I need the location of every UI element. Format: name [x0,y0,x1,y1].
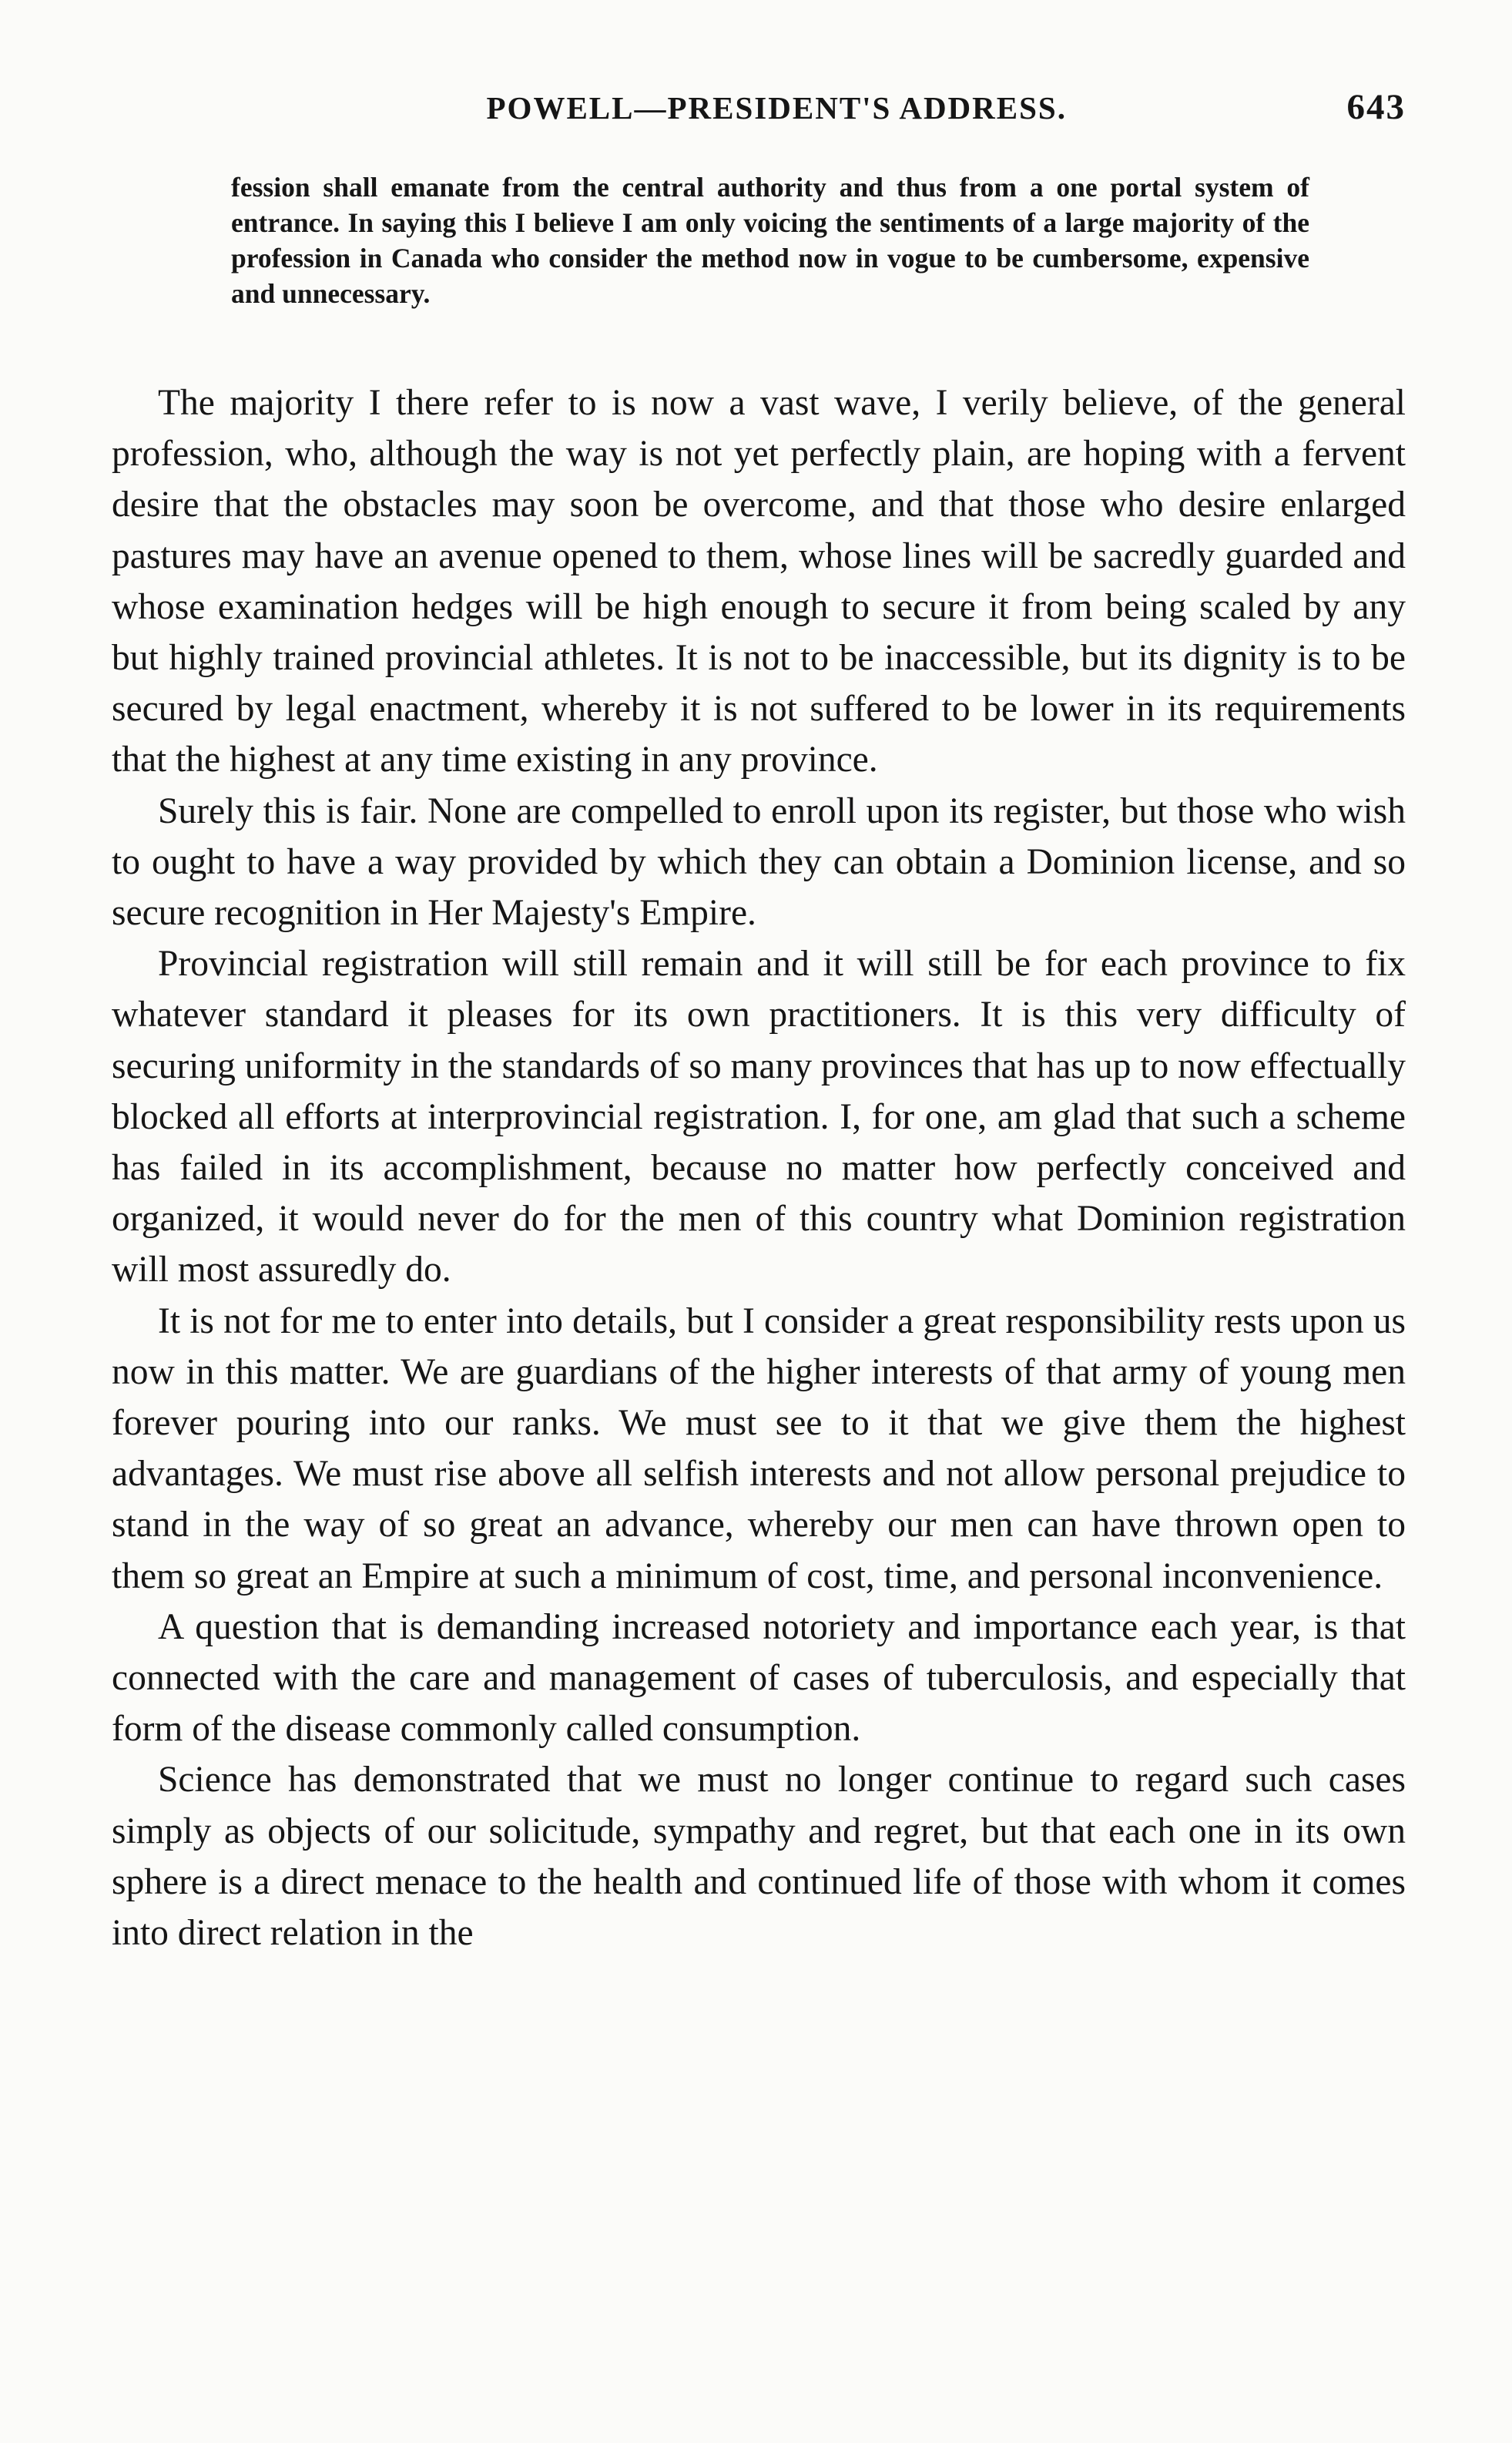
paragraph: Surely this is fair. None are compelled to enroll upon its register, but those who wish to ought to have a way provided by which they can obtain a Dominion license, and so secure recognition in Her Majesty's Empire. [112,790,1406,934]
paragraph: Science has demonstrated that we must no longer continue to regard such cases simply as objects of our solicitude, sympathy and regret, but that each one in its own sphere is a direct menace to the health and continued life of those with whom it comes into direct relation in the [112,1760,1406,1954]
quoted-passage: fession shall emanate from the central authority and thus from a one portal system of entrance. In saying this I believe I am only voicing the sentiments of a large majority of the profession in Canada who consider the method now in vogue to be cumbersome, expensive and unnecessary. [231,172,1309,309]
body-text [112,378,1406,1958]
paragraph: A question that is demanding increased notoriety and importance each year, is that connected with the care and management of cases of tuberculosis, and especially that form of the disease commonly called consumption. [112,1606,1406,1750]
running-title: POWELL—PRESIDENT'S ADDRESS. [486,90,1067,126]
running-header [114,86,1406,140]
paragraph: The majority I there refer to is now a vast wave, I verily believe, of the general profession, who, although the way is not yet perfectly plain, are hoping with a fervent desire that the obstacles may soon be overcome, and that those who desire enlarged pastures may have an avenue opened to them, whose lines will be sacredly guarded and whose examination hedges will be high enough to secure it from being scaled by any but highly trained provincial athletes. It is not to be inaccessible, but its dignity is to be secured by legal enactment, whereby it is not suffered to be lower in its requirements that the highest at any time existing in any province. [112,383,1406,780]
page-number: 643 [1346,87,1406,127]
paragraph: Provincial registration will still remain and it will still be for each province to fix whatever standard it pleases for its own practitioners. It is this very difficulty of securing uniformity in the standards of so many provinces that has up to now effectually blocked all efforts at interprovincial registration. I, for one, am glad that such a scheme has failed in its accomplishment, because no matter how perfectly conceived and organized, it would never do for the men of this country what Dominion registration will most assuredly do. [112,944,1406,1290]
paragraph: It is not for me to enter into details, but I consider a great responsibility rests upon us now in this matter. We are guardians of the higher interests of that army of young men forever pouring into our ranks. We must see to it that we give them the highest advantages. We must rise above all selfish interests and not allow personal prejudice to stand in the way of so great an advance, whereby our men can have thrown open to them so great an Empire at such a minimum of cost, time, and personal inconvenience. [112,1300,1406,1596]
